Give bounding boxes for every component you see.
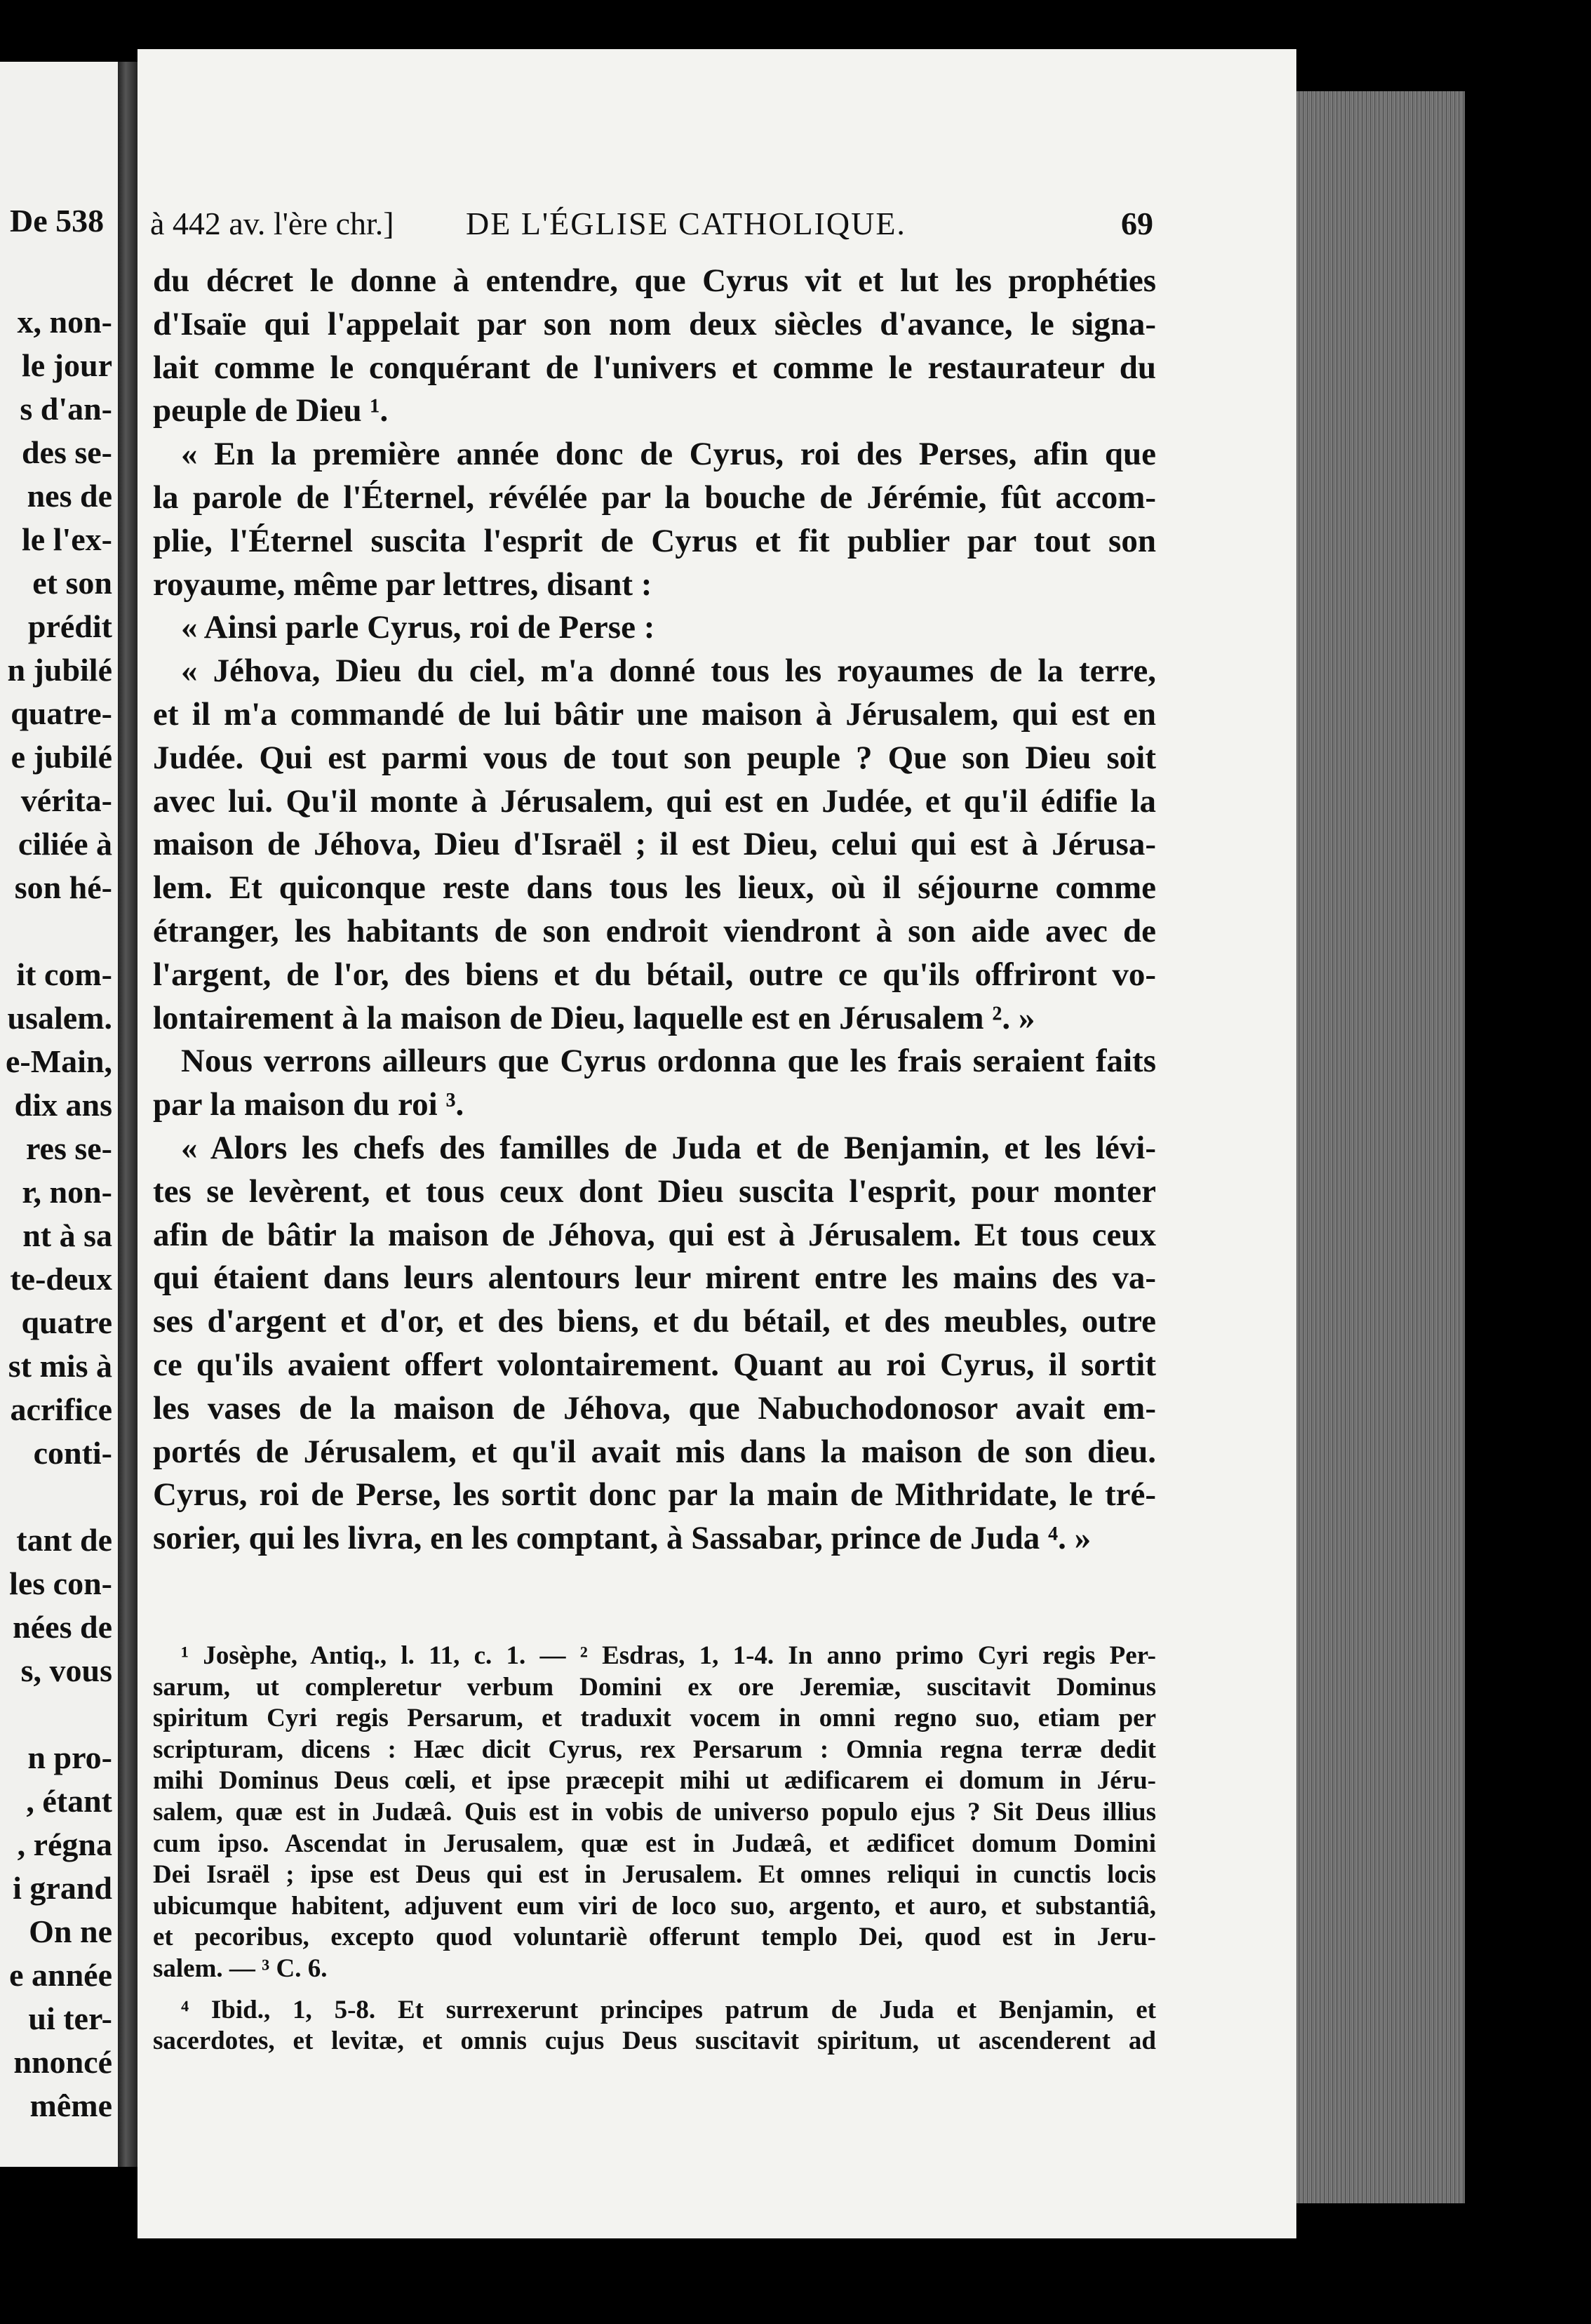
footnote-gap: [153, 1985, 1156, 1995]
facing-page-line: les con-: [9, 1565, 112, 1601]
text-line: les vases de la maison de Jéhova, que Nabuchodonosor avait em-: [153, 1389, 1156, 1427]
facing-page-line: , régna: [17, 1827, 112, 1862]
facing-page-line: acrifice: [10, 1391, 112, 1427]
facing-page-line: prédit: [27, 608, 112, 644]
facing-page-line: tant de: [16, 1522, 112, 1558]
footnotes: [153, 1641, 1156, 2057]
facing-page-line: r, non-: [22, 1174, 112, 1210]
footnote-line: scripturam, dicens : Hæc dicit Cyrus, rex Persarum : Omnia regna terræ dedit: [153, 1735, 1156, 1764]
facing-page-line: et son: [32, 565, 112, 601]
facing-page-line: it com-: [16, 956, 112, 992]
text-line: royaume, même par lettres, disant :: [153, 566, 652, 603]
facing-page-line: ui ter-: [28, 2001, 112, 2036]
facing-page-line: , étant: [26, 1783, 112, 1819]
book-page: [137, 49, 1296, 2238]
text-line: maison de Jéhova, Dieu d'Israël ; il est Dieu, celui qui est à Jérusa-: [153, 826, 1156, 863]
text-line: « Jéhova, Dieu du ciel, m'a donné tous les royaumes de la terre,: [181, 653, 1156, 690]
facing-page-line: dix ans: [14, 1087, 112, 1123]
footnote-line: ⁴ Ibid., 1, 5-8. Et surrexerunt principes patrum de Juda et Benjamin, et: [181, 1995, 1156, 2024]
text-line: plie, l'Éternel suscita l'esprit de Cyrus et fit publier par tout son: [153, 522, 1156, 559]
text-line: Cyrus, roi de Perse, les sortit donc par la main de Mithridate, le tré-: [153, 1476, 1156, 1514]
footnote-line: sarum, ut compleretur verbum Domini ex ore Jeremiæ, suscitavit Dominus: [153, 1672, 1156, 1702]
facing-page-line: quatre-: [11, 695, 112, 731]
facing-page-line: le l'ex-: [22, 521, 112, 557]
facing-page-line: res se-: [25, 1130, 112, 1166]
facing-page-line: e année: [9, 1957, 112, 1993]
text-line: la parole de l'Éternel, révélée par la bouche de Jérémie, fût accom-: [153, 479, 1156, 516]
facing-page-line: le jour: [21, 347, 112, 383]
text-line: lontairement à la maison de Dieu, laquelle est en Jérusalem ². »: [153, 999, 1035, 1036]
text-line: portés de Jérusalem, et qu'il avait mis dans la maison de son dieu.: [153, 1433, 1156, 1470]
facing-page-gap: [0, 1475, 112, 1518]
facing-page-line: usalem.: [7, 1000, 112, 1036]
facing-page-line: vérita-: [20, 782, 112, 818]
facing-page: [0, 62, 118, 2167]
text-line: afin de bâtir la maison de Jéhova, qui est à Jérusalem. Et tous ceux: [153, 1216, 1156, 1253]
facing-page-header: De 538: [10, 203, 105, 239]
facing-page-line: nées de: [13, 1609, 112, 1645]
footnote-line: cum ipso. Ascendat in Jerusalem, quæ est in Judæâ, et ædificet domum Domini: [153, 1829, 1156, 1858]
text-line: par la maison du roi ³.: [153, 1086, 464, 1123]
text-line: d'Isaïe qui l'appelait par son nom deux siècles d'avance, le signa-: [153, 305, 1156, 342]
text-line: avec lui. Qu'il monte à Jérusalem, qui est en Judée, et qu'il édifie la: [153, 782, 1156, 820]
facing-page-line: e jubilé: [11, 739, 112, 775]
text-line: ce qu'ils avaient offert volontairement. Quant au roi Cyrus, il sortit: [153, 1346, 1156, 1383]
facing-page-line: x, non-: [17, 304, 112, 340]
footnote-line: ubicumque habitent, adjuvent eum viri de loco suo, argento, et auro, et substantiâ,: [153, 1891, 1156, 1921]
footnote-line: mihi Dominus Deus cœli, et ipse præcepit mihi ut ædificarem ei domum in Jéru-: [153, 1766, 1156, 1796]
text-line: peuple de Dieu ¹.: [153, 392, 389, 429]
facing-page-line: n pro-: [27, 1739, 112, 1775]
footnote-line: ¹ Josèphe, Antiq., l. 11, c. 1. — ² Esdras, 1, 1-4. In anno primo Cyri regis Per-: [181, 1641, 1156, 1670]
facing-page-line: nes de: [27, 478, 112, 514]
footnote-line: salem. — ³ C. 6.: [153, 1954, 328, 1983]
facing-page-line: te-deux: [10, 1261, 112, 1297]
text-line: sorier, qui les livra, en les comptant, à Sassabar, prince de Juda ⁴. »: [153, 1520, 1092, 1557]
facing-page-line: n jubilé: [7, 652, 112, 688]
footnote-line: spiritum Cyri regis Persarum, et traduxit vocem in omni regno suo, etiam per: [153, 1704, 1156, 1733]
footnote-line: sacerdotes, et levitæ, et omnis cujus Deus suscitavit spiritum, ut ascenderent ad: [153, 2026, 1156, 2056]
running-head: [150, 205, 1153, 247]
text-line: ses d'argent et d'or, et des biens, et du bétail, et des meubles, outre: [153, 1303, 1156, 1340]
text-line: qui étaient dans leurs alentours leur mirent entre les mains des va-: [153, 1260, 1156, 1297]
facing-page-line: ciliée à: [18, 826, 112, 862]
running-head-title: DE L'ÉGLISE CATHOLIQUE.: [466, 206, 906, 241]
text-line: « Ainsi parle Cyrus, roi de Perse :: [181, 609, 655, 646]
footnote-line: Dei Israël ; ipse est Deus qui est in Jerusalem. Et omnes reliqui in cunctis locis: [153, 1860, 1156, 1890]
text-line: lem. Et quiconque reste dans tous les lieux, où il séjourne comme: [153, 869, 1156, 907]
text-line: « En la première année donc de Cyrus, roi des Perses, afin que: [181, 436, 1156, 473]
facing-page-line: On ne: [29, 1914, 112, 1949]
facing-page-line: s d'an-: [20, 391, 112, 427]
book-gutter: [118, 62, 137, 2167]
text-line: Nous verrons ailleurs que Cyrus ordonna que les frais seraient faits: [181, 1043, 1156, 1080]
facing-page-line: s, vous: [20, 1652, 112, 1688]
facing-page-line: même: [29, 2088, 112, 2123]
footnote-line: et pecoribus, excepto quod voluntariè offerunt templo Dei, quod est in Jeru-: [153, 1923, 1156, 1952]
facing-page-line: nt à sa: [22, 1217, 112, 1253]
text-line: lait comme le conquérant de l'univers et comme le restaurateur du: [153, 349, 1156, 386]
facing-page-line: son hé-: [14, 869, 112, 905]
facing-page-text: [0, 300, 112, 2128]
text-line: Judée. Qui est parmi vous de tout son peuple ? Que son Dieu soit: [153, 739, 1156, 776]
page-edges: [1296, 91, 1465, 2203]
text-line: du décret le donne à entendre, que Cyrus vit et lut les prophéties: [153, 262, 1156, 299]
facing-page-line: st mis à: [8, 1348, 112, 1384]
text-line: tes se levèrent, et tous ceux dont Dieu suscita l'esprit, pour monter: [153, 1173, 1156, 1210]
facing-page-gap: [0, 1692, 112, 1736]
facing-page-gap: [0, 909, 112, 953]
facing-page-line: e-Main,: [5, 1043, 112, 1079]
footnote-line: salem, quæ est in Judæâ. Quis est in vobis de universo populo ejus ? Sit Deus illius: [153, 1797, 1156, 1827]
main-text: [153, 260, 1156, 1561]
text-line: et il m'a commandé de lui bâtir une maison à Jérusalem, qui est en: [153, 695, 1156, 733]
facing-page-line: quatre: [21, 1304, 112, 1340]
facing-page-line: nnoncé: [13, 2044, 112, 2080]
page-number: 69: [1121, 206, 1153, 241]
facing-page-line: conti-: [33, 1435, 112, 1471]
text-line: « Alors les chefs des familles de Juda et de Benjamin, et les lévi-: [181, 1129, 1156, 1166]
running-head-date-range: à 442 av. l'ère chr.]: [150, 206, 394, 241]
text-line: l'argent, de l'or, des biens et du bétail, outre ce qu'ils offriront vo-: [153, 956, 1156, 993]
text-line: étranger, les habitants de son endroit viendront à son aide avec de: [153, 912, 1156, 949]
facing-page-line: i grand: [13, 1870, 112, 1906]
facing-page-line: des se-: [21, 434, 112, 470]
